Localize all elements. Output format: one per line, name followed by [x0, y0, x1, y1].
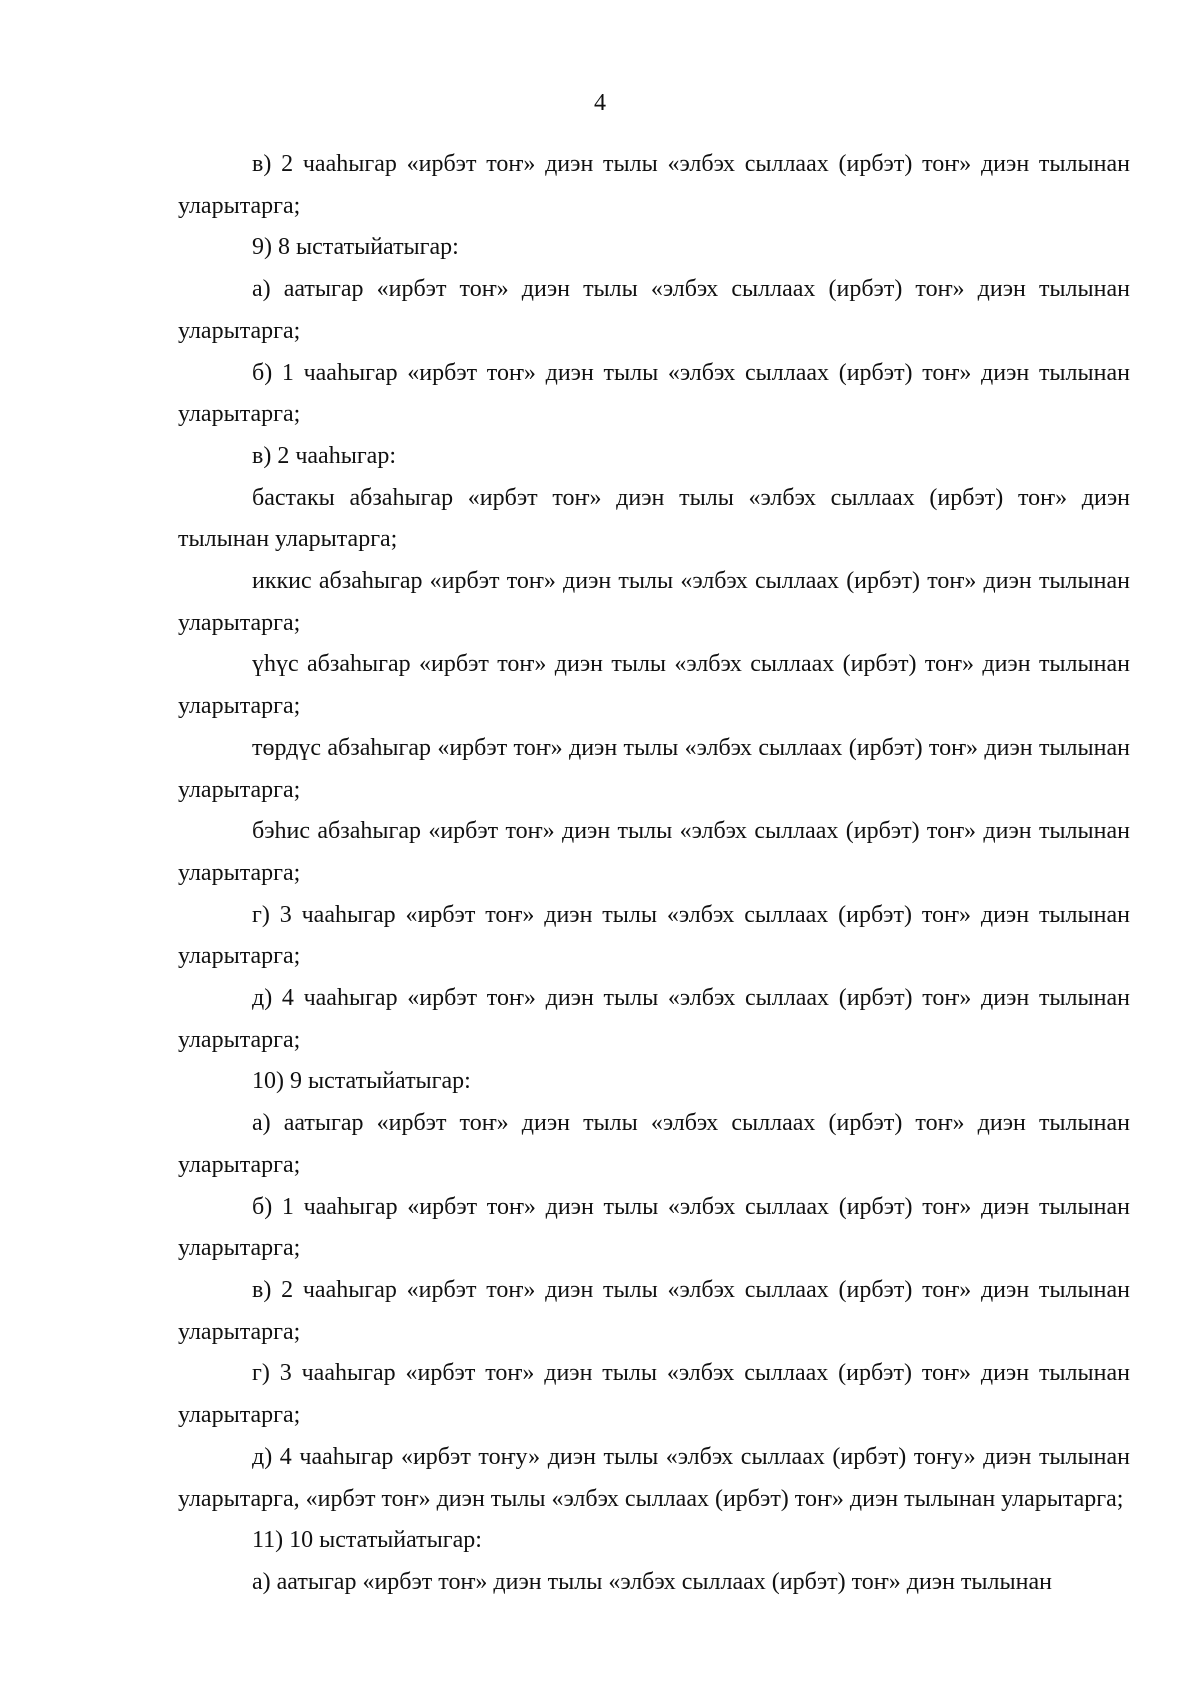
paragraph: в) 2 чааһыгар «ирбэт тоҥ» диэн тылы «элбэх сыллаах (ирбэт) тоҥ» диэн тылынан уларытарга;	[178, 151, 1130, 219]
paragraph: 11) 10 ыстатыйатыгар:	[252, 1527, 482, 1554]
paragraph: в) 2 чааһыгар «ирбэт тоҥ» диэн тылы «элбэх сыллаах (ирбэт) тоҥ» диэн тылынан уларытарга;	[178, 1276, 1130, 1345]
paragraph: бастакы абзаһыгар «ирбэт тоҥ» диэн тылы «элбэх сыллаах (ирбэт) тоҥ» диэн тылынан уларытарга;	[178, 484, 1130, 553]
paragraph: төрдүс абзаһыгар «ирбэт тоҥ» диэн тылы «элбэх сыллаах (ирбэт) тоҥ» диэн тылынан уларытарга;	[178, 734, 1130, 803]
paragraph: д) 4 чааһыгар «ирбэт тоҥ» диэн тылы «элбэх сыллаах (ирбэт) тоҥ» диэн тылынан уларытарга;	[178, 985, 1130, 1053]
paragraph: г) 3 чааһыгар «ирбэт тоҥ» диэн тылы «элбэх сыллаах (ирбэт) тоҥ» диэн тылынан уларытарга;	[178, 1360, 1130, 1429]
paragraph: а) аатыгар «ирбэт тоҥ» диэн тылы «элбэх сыллаах (ирбэт) тоҥ» диэн тылынан уларытарга;	[178, 276, 1130, 344]
paragraph: а) аатыгар «ирбэт тоҥ» диэн тылы «элбэх сыллаах (ирбэт) тоҥ» диэн тылынан уларытарга;	[178, 1110, 1130, 1178]
paragraph: б) 1 чааһыгар «ирбэт тоҥ» диэн тылы «элбэх сыллаах (ирбэт) тоҥ» диэн тылынан уларытарга;	[178, 1193, 1130, 1262]
paragraph: д) 4 чааһыгар «ирбэт тоҥу» диэн тылы «элбэх сыллаах (ирбэт) тоҥу» диэн тылынан уларытарга, «ирбэт тоҥ» диэн тылы «элбэх сыллаах (ирбэт) тоҥ» диэн тылынан уларытарга;	[178, 1443, 1130, 1512]
document-body	[178, 144, 1130, 1604]
paragraph: бэһис абзаһыгар «ирбэт тоҥ» диэн тылы «элбэх сыллаах (ирбэт) тоҥ» диэн тылынан уларытарга;	[178, 818, 1130, 886]
page-number: 4	[594, 90, 606, 116]
paragraph: б) 1 чааһыгар «ирбэт тоҥ» диэн тылы «элбэх сыллаах (ирбэт) тоҥ» диэн тылынан уларытарга;	[178, 359, 1130, 428]
paragraph: иккис абзаһыгар «ирбэт тоҥ» диэн тылы «элбэх сыллаах (ирбэт) тоҥ» диэн тылынан уларытарга;	[178, 568, 1130, 636]
paragraph: үһүс абзаһыгар «ирбэт тоҥ» диэн тылы «элбэх сыллаах (ирбэт) тоҥ» диэн тылынан уларытарга;	[178, 651, 1130, 720]
paragraph: г) 3 чааһыгар «ирбэт тоҥ» диэн тылы «элбэх сыллаах (ирбэт) тоҥ» диэн тылынан уларытарга;	[178, 901, 1130, 970]
paragraph: 9) 8 ыстатыйатыгар:	[252, 234, 459, 261]
paragraph: 10) 9 ыстатыйатыгар:	[252, 1068, 471, 1095]
paragraph: а) аатыгар «ирбэт тоҥ» диэн тылы «элбэх сыллаах (ирбэт) тоҥ» диэн тылынан	[252, 1568, 1052, 1595]
paragraph: в) 2 чааһыгар:	[252, 442, 396, 469]
